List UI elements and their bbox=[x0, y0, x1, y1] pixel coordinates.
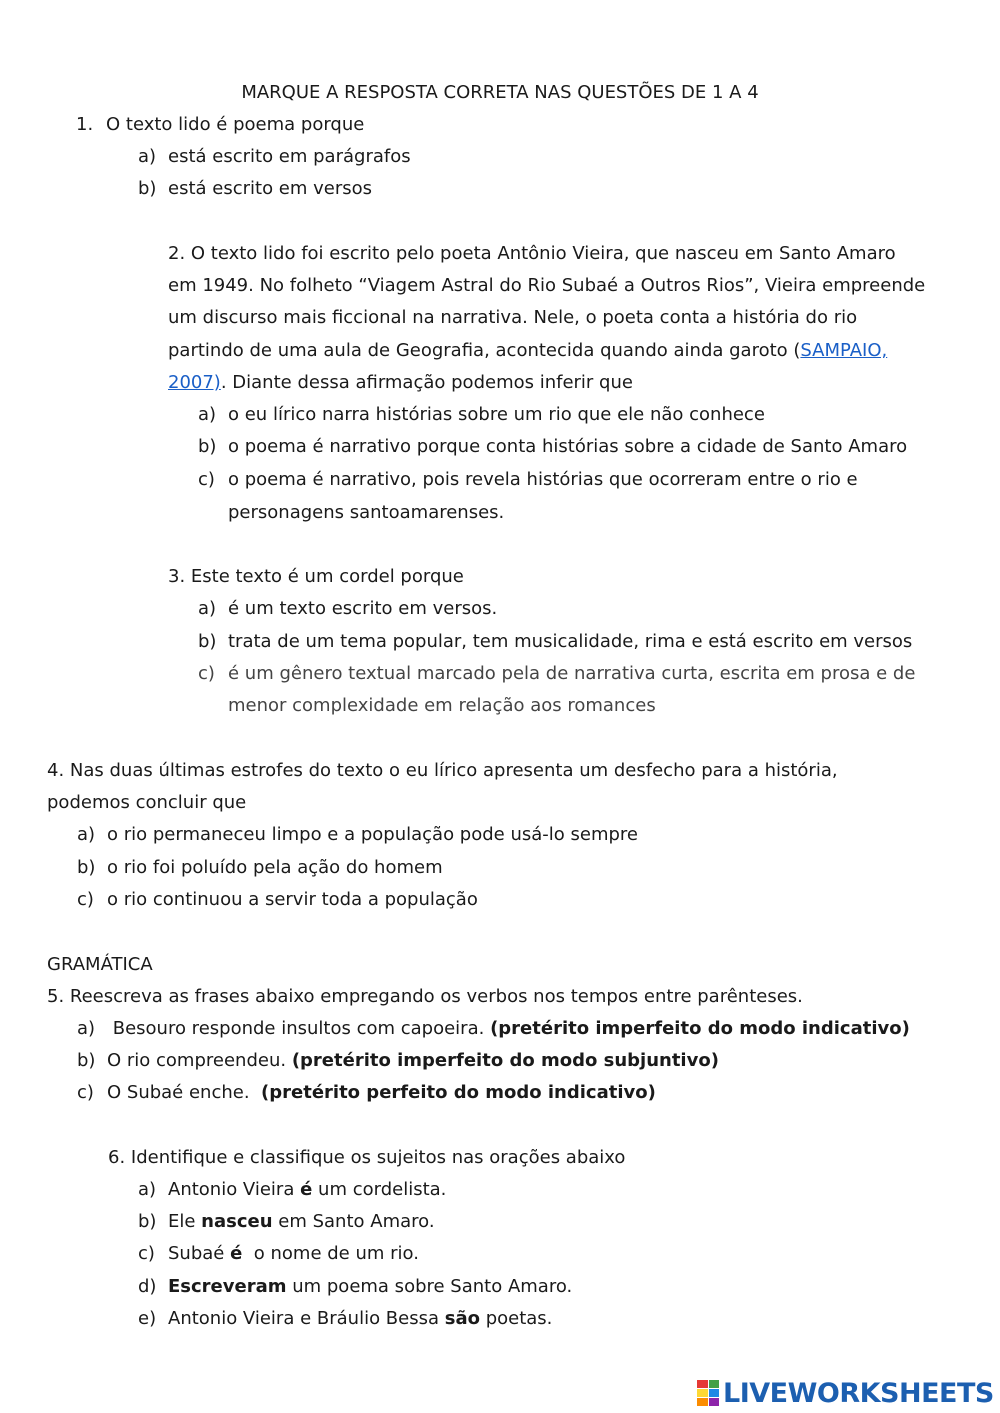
q1-option-a[interactable]: a) está escrito em parágrafos bbox=[138, 146, 411, 167]
q4-text-line-1: 4. Nas duas últimas estrofes do texto o eu lírico apresenta um desfecho para a história, bbox=[47, 760, 838, 781]
q2-text-line-5: 2007). Diante dessa afirmação podemos inferir que bbox=[168, 372, 633, 393]
q2-option-b[interactable]: b) o poema é narrativo porque conta histórias sobre a cidade de Santo Amaro bbox=[198, 436, 908, 457]
q5-item-c: c) O Subaé enche. (pretérito perfeito do modo indicativo) bbox=[77, 1082, 656, 1103]
q2-text-line-1: 2. O texto lido foi escrito pelo poeta Antônio Vieira, que nasceu em Santo Amaro bbox=[168, 243, 896, 264]
q6-item-b: b) Ele nasceu em Santo Amaro. bbox=[138, 1211, 435, 1232]
q2-option-c[interactable]: c) o poema é narrativo, pois revela histórias que ocorreram entre o rio e bbox=[198, 469, 858, 490]
q6-item-a: a) Antonio Vieira é um cordelista. bbox=[138, 1179, 447, 1200]
q3-option-a[interactable]: a) é um texto escrito em versos. bbox=[198, 598, 498, 619]
q4-option-c[interactable]: c) o rio continuou a servir toda a população bbox=[77, 889, 478, 910]
q2-text-line-2: em 1949. No folheto “Viagem Astral do Rio Subaé a Outros Rios”, Vieira empreende bbox=[168, 275, 926, 296]
citation-link[interactable]: SAMPAIO, bbox=[800, 340, 888, 361]
q2-option-a[interactable]: a) o eu lírico narra histórias sobre um rio que ele não conhece bbox=[198, 404, 765, 425]
liveworksheets-logo-icon bbox=[697, 1380, 719, 1406]
question-text: O texto lido é poema porque bbox=[106, 114, 365, 135]
q6-item-e: e) Antonio Vieira e Bráulio Bessa são poetas. bbox=[138, 1308, 553, 1329]
q6-item-d: d) Escreveram um poema sobre Santo Amaro. bbox=[138, 1276, 573, 1297]
question-3: 3. Este texto é um cordel porque bbox=[168, 566, 464, 587]
q4-option-b[interactable]: b) o rio foi poluído pela ação do homem bbox=[77, 857, 443, 878]
question-1 bbox=[76, 113, 364, 137]
q3-option-c[interactable]: c) é um gênero textual marcado pela de narrativa curta, escrita em prosa e de bbox=[198, 663, 916, 684]
q2-option-c-continued: personagens santoamarenses. bbox=[228, 502, 505, 523]
page-title: MARQUE A RESPOSTA CORRETA NAS QUESTÕES DE 1 A 4 bbox=[241, 82, 759, 103]
q5-item-a: a) Besouro responde insultos com capoeira. (pretérito imperfeito do modo indicativo) bbox=[77, 1018, 910, 1039]
q3-option-b[interactable]: b) trata de um tema popular, tem musicalidade, rima e está escrito em versos bbox=[198, 631, 913, 652]
q3-option-c-continued: menor complexidade em relação aos romances bbox=[228, 695, 656, 716]
liveworksheets-brand bbox=[697, 1378, 994, 1408]
question-5: 5. Reescreva as frases abaixo empregando os verbos nos tempos entre parênteses. bbox=[47, 986, 803, 1007]
q4-option-a[interactable]: a) o rio permaneceu limpo e a população pode usá-lo sempre bbox=[77, 824, 639, 845]
brand-name: LIVEWORKSHEETS bbox=[723, 1377, 994, 1409]
question-6: 6. Identifique e classifique os sujeitos nas orações abaixo bbox=[108, 1147, 626, 1168]
q4-text-line-2: podemos concluir que bbox=[47, 792, 247, 813]
citation-link-year[interactable]: 2007) bbox=[168, 372, 221, 393]
grammar-heading: GRAMÁTICA bbox=[47, 954, 153, 975]
q2-text-line-4: partindo de uma aula de Geografia, acontecida quando ainda garoto (SAMPAIO, bbox=[168, 340, 888, 361]
question-number: 1. bbox=[76, 114, 94, 135]
q5-item-b: b) O rio compreendeu. (pretérito imperfeito do modo subjuntivo) bbox=[77, 1050, 719, 1071]
q2-text-line-3: um discurso mais ficcional na narrativa. Nele, o poeta conta a história do rio bbox=[168, 307, 858, 328]
q1-option-b[interactable]: b) está escrito em versos bbox=[138, 178, 373, 199]
q6-item-c: c) Subaé é o nome de um rio. bbox=[138, 1243, 419, 1264]
